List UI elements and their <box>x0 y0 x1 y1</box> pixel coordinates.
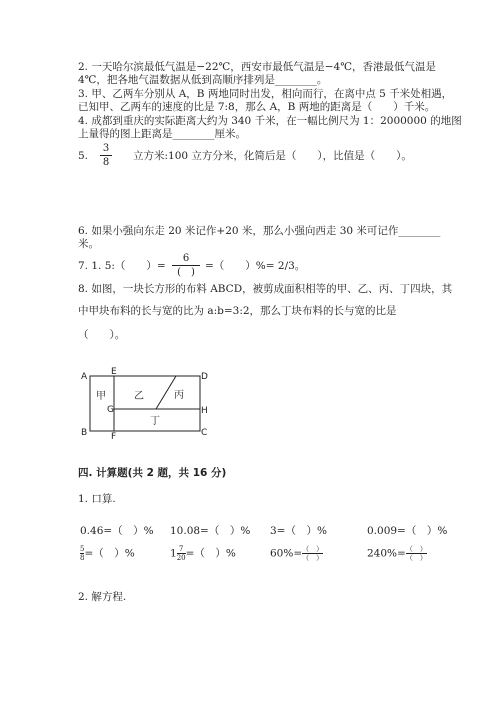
question-7-fraction <box>172 253 200 278</box>
fraction-bar <box>100 155 112 156</box>
question-7-prefix: 7. 1. 5:（ ）= <box>78 260 166 272</box>
fraction: $\frac{( )}{( )}$ <box>405 545 427 562</box>
section-4-title: 四. 计算题(共 2 题，共 16 分) <box>78 467 227 479</box>
label-c: C <box>201 428 208 438</box>
label-a: A <box>81 372 88 382</box>
question-2-line-2: 4℃，把各地气温数据从低到高顺序排列是________。 <box>78 74 328 86</box>
fraction: $\frac{5}{8}$ <box>80 545 85 562</box>
region-jia: 甲 <box>96 391 106 402</box>
fraction-denominator: 8 <box>102 157 110 168</box>
calc-row1-item-3: 3=（ ）% <box>270 525 327 537</box>
label-d: D <box>201 372 208 382</box>
question-5-number: 5. <box>78 150 89 162</box>
question-3-line-1: 3. 甲、乙两车分别从 A，B 两地同时出发，相向而行，在离中点 5 千米处相遇， <box>78 88 453 100</box>
question-6-line-1: 6. 如果小强向东走 20 米记作+20 米，那么小强向西走 30 米可记作________ <box>78 225 441 237</box>
fraction-numerator: 6 <box>182 253 190 264</box>
calc-row2-item-1: $\frac{5}{8}$ =（ ）% <box>80 545 135 562</box>
region-bing: 丙 <box>174 390 184 401</box>
question-4-line-2: 上量得的图上距离是________厘米。 <box>78 128 246 140</box>
rectangle-abcd <box>90 376 200 431</box>
calc-row2-item-3: 60%= $\frac{( )}{( )}$ <box>270 545 324 562</box>
section-4-question-2: 2. 解方程. <box>78 591 127 603</box>
rectangle-figure <box>76 366 216 441</box>
fraction: $\frac{( )}{( )}$ <box>302 545 324 562</box>
region-yi: 乙 <box>134 391 144 402</box>
region-ding: 丁 <box>150 416 160 427</box>
question-4-line-1: 4. 成都到重庆的实际距离大约为 340 千米，在一幅比例尺为 1：2000000 的地图 <box>78 115 462 127</box>
question-5-text: 立方米:100 立方分米，化简后是（ ），比值是（ ）。 <box>133 150 412 162</box>
calc-row1-item-1: 0.46=（ ）% <box>80 525 154 537</box>
label-b: B <box>81 428 88 438</box>
fraction-bar <box>172 265 200 266</box>
calc-row1-item-2: 10.08=（ ）% <box>170 525 251 537</box>
label-h: H <box>201 406 208 416</box>
question-8-line-3: （ ）。 <box>78 329 126 341</box>
label-e: E <box>111 367 117 377</box>
question-6-line-2: 米。 <box>78 238 99 250</box>
fraction: $\frac{7}{20}$ <box>176 545 186 562</box>
question-8-line-2: 中甲块布料的长与宽的比为 a:b=3:2，那么丁块布料的长与宽的比是 <box>78 305 397 317</box>
question-8-line-1: 8. 如图，一块长方形的布料 ABCD，被剪成面积相等的甲、乙、丙、丁四块，其 <box>78 283 453 295</box>
question-7-suffix: =（ ）%= 2/3。 <box>205 260 306 272</box>
question-3-line-2: 已知甲、乙两车的速度的比是 7:8，那么 A，B 两地的距离是（ ）千米。 <box>78 101 436 113</box>
fraction-numerator: 3 <box>102 143 110 154</box>
calc-row2-item-2: 1 $\frac{7}{20}$ =（ ）% <box>170 545 236 562</box>
question-5-fraction <box>100 143 112 168</box>
fraction-denominator: ( ) <box>177 267 195 278</box>
diagonal-line <box>156 376 176 409</box>
label-f: F <box>111 432 117 441</box>
question-2-line-1: 2. 一天哈尔滨最低气温是−22℃，西安市最低气温是−4℃，香港最低气温是 <box>78 61 436 73</box>
label-g: G <box>107 405 114 415</box>
section-4-question-1: 1. 口算. <box>78 493 116 505</box>
calc-row1-item-4: 0.009=（ ）% <box>367 525 448 537</box>
calc-row2-item-4: 240%= $\frac{( )}{( )}$ <box>367 545 427 562</box>
